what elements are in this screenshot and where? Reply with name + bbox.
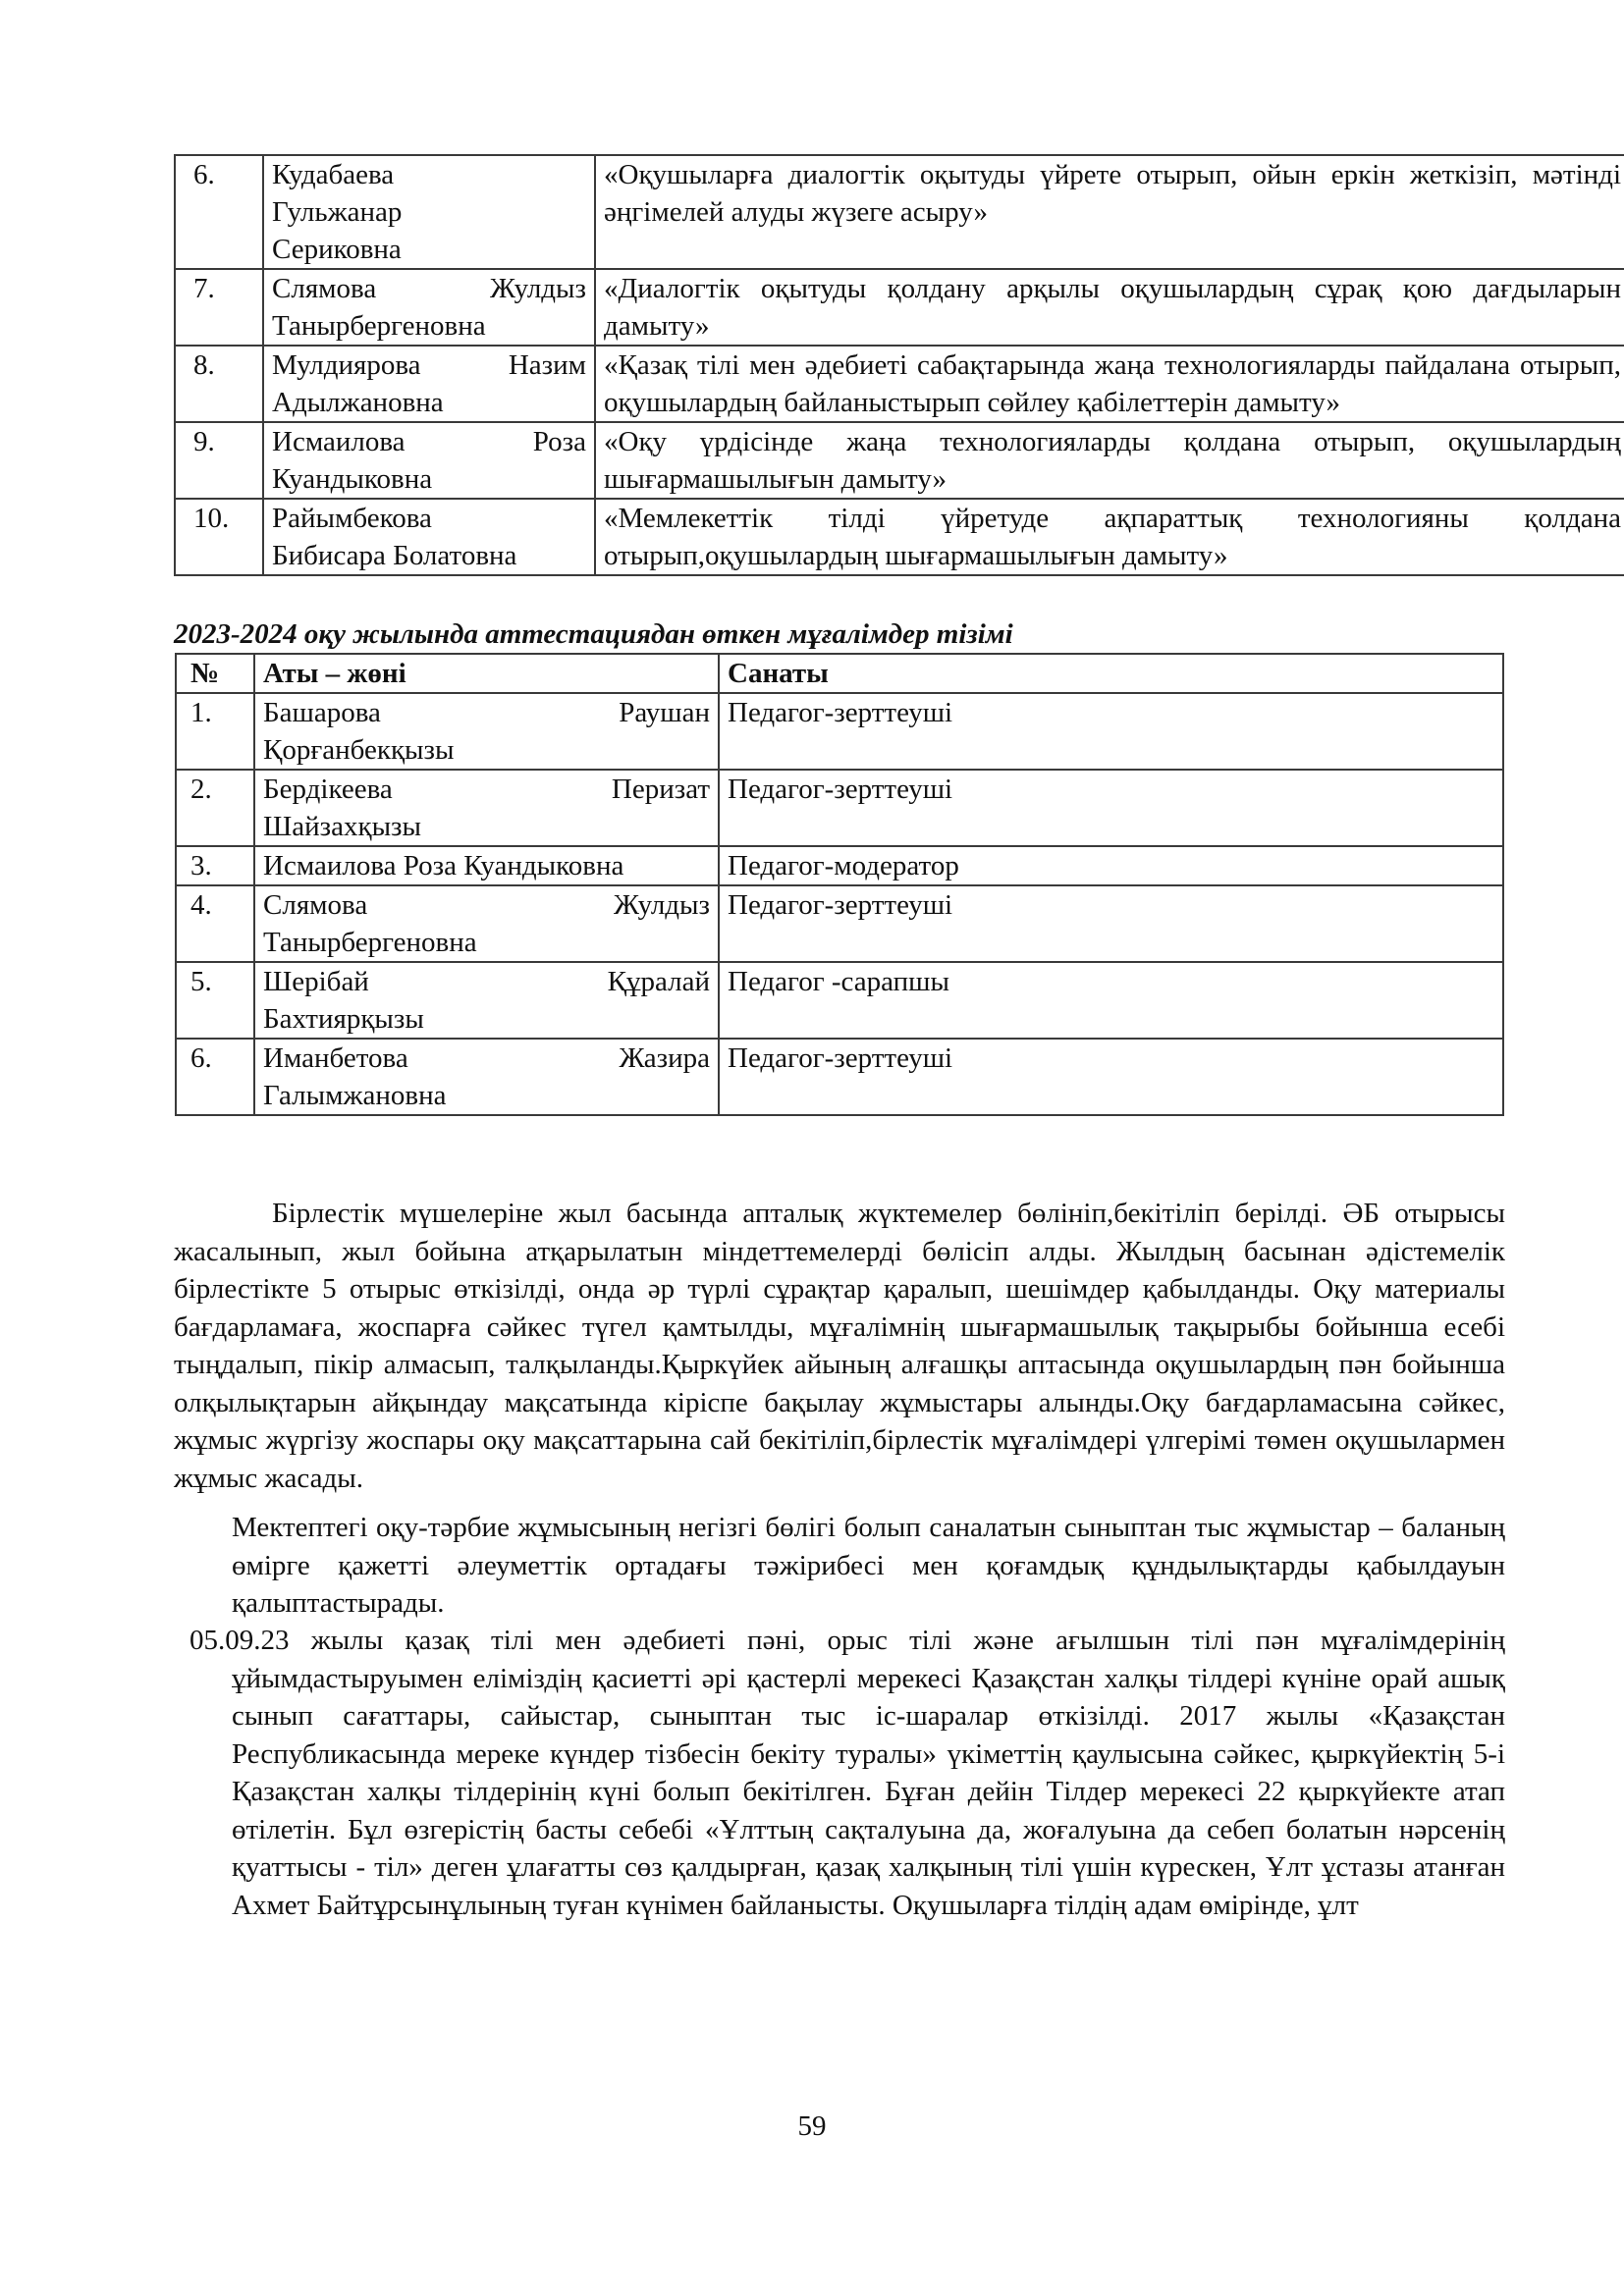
category: Педагог-зерттеуші bbox=[719, 885, 1503, 962]
teacher-name bbox=[254, 962, 719, 1039]
name-line bbox=[272, 270, 586, 307]
header-number: № bbox=[176, 654, 254, 693]
topic-text: «Оқушыларға диалогтік оқытуды үйрете отырып, ойын еркін жеткізіп, мәтінді әңгімелей алуды жүзеге асыру» bbox=[595, 155, 1624, 269]
topic-text: «Мемлекеттік тілді үйретуде ақпараттық технологияны қолдана отырып,оқушылардың шығармашылығын дамыту» bbox=[595, 499, 1624, 575]
name-part: Құралай bbox=[607, 966, 710, 997]
name-part: Слямова bbox=[263, 889, 368, 921]
teacher-name bbox=[263, 422, 595, 499]
category: Педагог-зерттеуші bbox=[719, 693, 1503, 770]
name-part: Адылжановна bbox=[272, 387, 444, 418]
category: Педагог-модератор bbox=[719, 846, 1503, 885]
paragraph-languages-day: 05.09.23 жылы қазақ тілі мен әдебиеті пәні, орыс тілі және ағылшын тілі пән мұғалімдерінің ұйымдастыруымен еліміздің қасиетті әрі қастерлі мерекесі Қазақстан халқы тілдері күніне орай ашық сынып сағаттары, сайыстар, сыныптан тыс іс-шаралар өткізілді. 2017 жылы «Қазақстан Республикасында мереке күндер тізбесін бекіту туралы» үкіметтің қаулысына сәйкес, қыркүйектің 5-і Қазақстан халқы тілдерінің күні болып бекітілген. Бұған дейін Тілдер мерекесі 22 қыркүйекте атап өтілетін. Бұл өзгерістің басты себебі «Ұлттың сақталуына да, жоғалуына да себеп болатын нәрсенің қуаттысы - тіл» деген ұлағатты сөз қалдырған, қазақ халқының тілі үшін күрескен, Ұлт ұстазы атанған Ахмет Байтұрсынұлының туған күнімен байланысты. Оқушыларға тілдің адам өмірінде, ұлт bbox=[189, 1625, 1505, 1921]
table-header-row bbox=[176, 654, 1503, 693]
name-part: Танырбергеновна bbox=[272, 310, 486, 342]
name-line bbox=[263, 771, 710, 808]
name-line bbox=[272, 231, 586, 268]
page-number: 59 bbox=[797, 2110, 827, 2142]
name-part: Галымжановна bbox=[263, 1080, 447, 1111]
table-row bbox=[175, 422, 1624, 499]
name-line bbox=[272, 537, 586, 574]
name-part: Танырбергеновна bbox=[263, 927, 477, 958]
teacher-name bbox=[254, 885, 719, 962]
name-line bbox=[263, 808, 710, 845]
name-part: Роза bbox=[532, 426, 586, 457]
name-line bbox=[263, 847, 710, 884]
name-line bbox=[272, 500, 586, 537]
name-part: Куандыковна bbox=[272, 463, 433, 495]
name-part: Слямова bbox=[272, 273, 377, 304]
name-part: Сериковна bbox=[272, 234, 402, 265]
row-number: 1. bbox=[176, 693, 254, 770]
row-number: 7. bbox=[175, 269, 263, 346]
name-line bbox=[272, 193, 586, 231]
name-part: Бахтиярқызы bbox=[263, 1003, 424, 1035]
paragraph-methodical-union: Бірлестік мүшелеріне жыл басында апталық жүктемелер бөлініп,бекітіліп берілді. ӘБ отырысы жасалынып, жыл бойына атқарылатын міндеттемелерді бөлісіп алды. Жылдың басынан әдістемелік бірлестікте 5 отырыс өткізілді, онда әр түрлі сұрақтар қаралып, шешімдер қабылданды. Оқу материалы бағдарламаға, жоспарға сәйкес түгел қамтылды, мұғалімнің шығармашылық тақырыбы бойынша есебі тыңдалып, пікір алмасып, талқыланды.Қыркүйек айының алғашқы аптасында оқушылардың пән бойынша олқылықтарын айқындау мақсатында кіріспе бақылау жұмыстары алынды.Оқу бағдарламасына сәйкес, жұмыс жүргізу жоспары оқу мақсаттарына сай бекітіліп,бірлестік мұғалімдері үлгерімі төмен оқушылармен жұмыс жасады. bbox=[174, 1198, 1505, 1494]
name-line bbox=[272, 156, 586, 193]
name-part: Исмаилова bbox=[272, 426, 406, 457]
name-part: Башарова bbox=[263, 697, 381, 728]
attestation-table bbox=[175, 653, 1504, 1116]
name-line bbox=[263, 1077, 710, 1114]
teacher-name bbox=[254, 1039, 719, 1115]
table-row bbox=[175, 499, 1624, 575]
name-part: Шерібай bbox=[263, 966, 369, 997]
name-part: Гульжанар bbox=[272, 196, 403, 228]
table-row bbox=[175, 346, 1624, 422]
name-line bbox=[272, 384, 586, 421]
teacher-name bbox=[263, 346, 595, 422]
row-number: 3. bbox=[176, 846, 254, 885]
name-part: Шайзахқызы bbox=[263, 811, 421, 842]
row-number: 8. bbox=[175, 346, 263, 422]
name-line bbox=[272, 460, 586, 498]
name-line bbox=[263, 886, 710, 924]
teacher-name bbox=[254, 693, 719, 770]
name-line bbox=[263, 924, 710, 961]
teacher-name bbox=[263, 155, 595, 269]
table-row bbox=[176, 1039, 1503, 1115]
table-row bbox=[176, 962, 1503, 1039]
row-number: 6. bbox=[175, 155, 263, 269]
name-line bbox=[272, 347, 586, 384]
teacher-name bbox=[263, 499, 595, 575]
name-part: Жулдыз bbox=[614, 889, 710, 921]
row-number: 9. bbox=[175, 422, 263, 499]
header-name: Аты – жөні bbox=[254, 654, 719, 693]
teacher-name bbox=[263, 269, 595, 346]
teacher-name bbox=[254, 846, 719, 885]
row-number: 10. bbox=[175, 499, 263, 575]
category: Педагог-зерттеуші bbox=[719, 770, 1503, 846]
name-part: Исмаилова Роза Куандыковна bbox=[263, 850, 624, 881]
table-row bbox=[176, 693, 1503, 770]
name-line bbox=[263, 694, 710, 731]
table-row bbox=[176, 770, 1503, 846]
table-row bbox=[175, 155, 1624, 269]
topic-text: «Оқу үрдісінде жаңа технологияларды қолдана отырып, оқушылардың шығармашылығын дамыту» bbox=[595, 422, 1624, 499]
row-number: 4. bbox=[176, 885, 254, 962]
table-row bbox=[176, 885, 1503, 962]
row-number: 6. bbox=[176, 1039, 254, 1115]
name-part: Бибисара Болатовна bbox=[272, 540, 517, 571]
name-part: Перизат bbox=[611, 774, 710, 805]
table-row bbox=[175, 269, 1624, 346]
name-line bbox=[272, 423, 586, 460]
name-part: Назим bbox=[508, 349, 586, 381]
topic-text: «Қазақ тілі мен әдебиеті сабақтарында жаңа технологияларды пайдалана отырып, оқушылардың байланыстырып сөйлеу қабілеттерін дамыту» bbox=[595, 346, 1624, 422]
header-category: Санаты bbox=[719, 654, 1503, 693]
name-part: Қорғанбекқызы bbox=[263, 734, 455, 766]
name-part: Жулдыз bbox=[490, 273, 586, 304]
name-part: Жазира bbox=[619, 1042, 710, 1074]
name-line bbox=[263, 731, 710, 769]
name-part: Райымбекова bbox=[272, 503, 432, 534]
name-part: Иманбетова bbox=[263, 1042, 408, 1074]
topics-table bbox=[174, 154, 1624, 576]
name-line bbox=[263, 1040, 710, 1077]
name-part: Раушан bbox=[619, 697, 710, 728]
name-line bbox=[272, 307, 586, 345]
name-line bbox=[263, 963, 710, 1000]
category: Педагог -сарапшы bbox=[719, 962, 1503, 1039]
topic-text: «Диалогтік оқытуды қолдану арқылы оқушылардың сұрақ қою дағдыларын дамыту» bbox=[595, 269, 1624, 346]
attestation-heading: 2023-2024 оқу жылында аттестациядан өткен мұғалімдер тізімі bbox=[174, 618, 1013, 650]
name-part: Кудабаева bbox=[272, 159, 395, 190]
row-number: 5. bbox=[176, 962, 254, 1039]
row-number: 2. bbox=[176, 770, 254, 846]
name-part: Мулдиярова bbox=[272, 349, 421, 381]
name-line bbox=[263, 1000, 710, 1038]
teacher-name bbox=[254, 770, 719, 846]
paragraph-extracurricular: Мектептегі оқу-тәрбие жұмысының негізгі бөлігі болып саналатын сыныптан тыс жұмыстар – баланың өмірге қажетті әлеуметтік ортадағы тәжірибесі мен қоғамдық құндылықтарды қабылдауын қалыптастырады. bbox=[232, 1512, 1505, 1619]
table-row bbox=[176, 846, 1503, 885]
name-part: Бердікеева bbox=[263, 774, 393, 805]
category: Педагог-зерттеуші bbox=[719, 1039, 1503, 1115]
